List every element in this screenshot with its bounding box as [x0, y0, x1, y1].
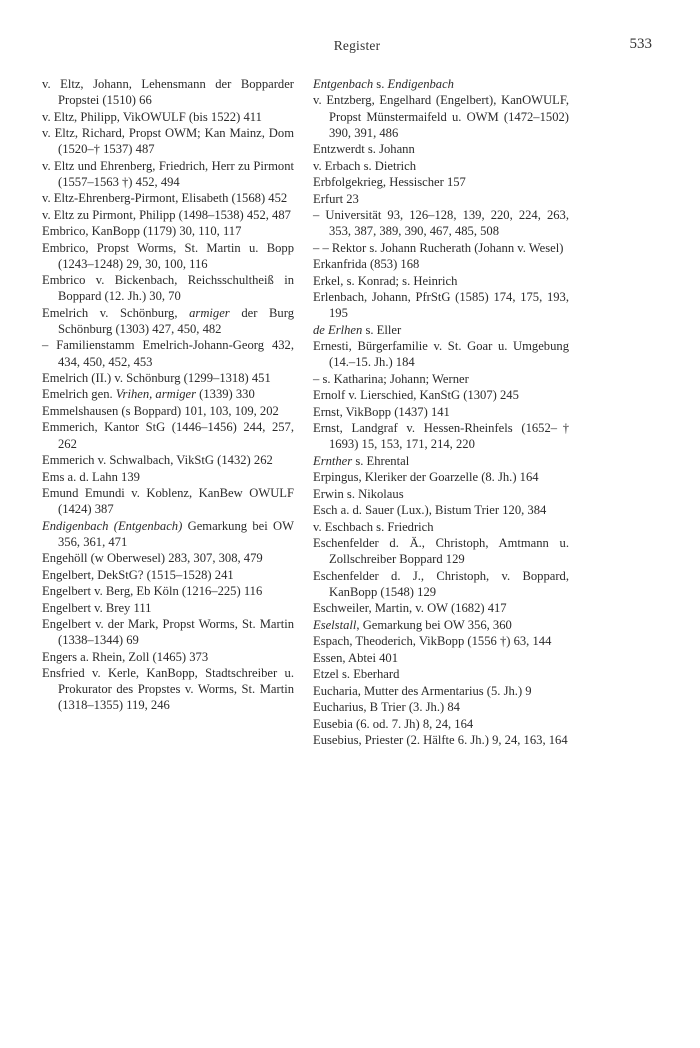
- index-entry: [313, 322, 569, 338]
- entry-text: – – Rektor s. Johann Rucherath (Johann v. Wesel): [313, 240, 564, 255]
- index-entry: [313, 600, 569, 616]
- index-entry: [42, 403, 294, 419]
- index-entry: [313, 683, 569, 699]
- entry-text: Erlenbach, Johann, PfrStG (1585) 174, 175, 193, 195: [313, 290, 569, 321]
- index-entry: [42, 616, 294, 648]
- index-entry: [313, 273, 569, 289]
- entry-text: s. Eller: [362, 322, 402, 337]
- entry-text: – Familienstamm Emelrich-Johann-Georg 432, 434, 450, 452, 453: [42, 338, 294, 369]
- index-entry: [313, 699, 569, 715]
- page-number: 533: [629, 36, 652, 52]
- index-entry: [313, 289, 569, 321]
- index-entry: [313, 650, 569, 666]
- entry-text: Eusebia (6. od. 7. Jh) 8, 24, 164: [313, 716, 474, 731]
- index-entry: [313, 568, 569, 600]
- index-entry: [313, 371, 569, 387]
- index-column-right: [313, 76, 569, 749]
- index-entry: [42, 76, 294, 108]
- entry-text: , Gemarkung bei OW 356, 360: [356, 617, 512, 632]
- index-entry: [42, 665, 294, 713]
- entry-text: Ernther: [313, 453, 353, 468]
- entry-text: Etzel s. Eberhard: [313, 667, 400, 682]
- index-entry: [42, 125, 294, 157]
- entry-text: v. Eltz und Ehrenberg, Friedrich, Herr zu Pirmont (1557–1563 †) 452, 494: [42, 158, 294, 189]
- entry-text: Ernst, Landgraf v. Hessen-Rheinfels (1652–† 1693) 15, 153, 171, 214, 220: [313, 421, 569, 452]
- entry-text: Engers a. Rhein, Zoll (1465) 373: [42, 649, 209, 664]
- entry-text: Erbfolgekrieg, Hessischer 157: [313, 175, 466, 190]
- index-entry: [313, 240, 569, 256]
- entry-text: Vrihen, armiger: [115, 387, 197, 402]
- index-entry: [313, 633, 569, 649]
- entry-text: Emund Emundi v. Koblenz, KanBew OWULF (1424) 387: [42, 485, 294, 517]
- entry-text: Ernolf v. Lierschied, KanStG (1307) 245: [313, 388, 519, 403]
- entry-text: Ensfried v. Kerle, KanBopp, Stadtschreiber u. Prokurator des Propstes v. Worms, St. Martin (1318–1355) 119, 246: [42, 666, 294, 713]
- index-entry: [313, 338, 569, 370]
- index-entry: [42, 272, 294, 304]
- entry-text: Erpingus, Kleriker der Goarzelle (8. Jh.) 164: [313, 470, 539, 485]
- entry-text: de Erlhen: [313, 322, 363, 337]
- entry-text: v. Eltz, Philipp, VikOWULF (bis 1522) 411: [42, 109, 262, 124]
- entry-text: v. Entzberg, Engelhard (Engelbert), KanOWULF, Propst Münstermaifeld u. OWM (1472–1502) 390, 391, 486: [313, 93, 569, 140]
- entry-text: (1339) 330: [196, 387, 255, 402]
- index-entry: [313, 420, 569, 452]
- entry-text: Eschenfelder d. J., Christoph, v. Boppard, KanBopp (1548) 129: [313, 568, 569, 599]
- entry-text: – s. Katharina; Johann; Werner: [313, 371, 469, 386]
- entry-text: Emmerich v. Schwalbach, VikStG (1432) 262: [42, 453, 273, 468]
- index-entry: [313, 453, 569, 469]
- index-entry: [313, 732, 569, 748]
- entry-text: Ems a. d. Lahn 139: [42, 469, 140, 484]
- index-entry: [42, 109, 294, 125]
- index-entry: [42, 240, 294, 272]
- entry-text: Engehöll (w Oberwesel) 283, 307, 308, 479: [42, 551, 263, 566]
- index-entry: [313, 502, 569, 518]
- index-entry: [42, 583, 294, 599]
- index-entry: [313, 716, 569, 732]
- entry-text: Entgenbach: [313, 77, 374, 91]
- entry-text: Embrico, KanBopp (1179) 30, 110, 117: [42, 224, 242, 239]
- index-entry: [313, 92, 569, 140]
- entry-text: Eusebius, Priester (2. Hälfte 6. Jh.) 9, 24, 163, 164: [313, 733, 568, 748]
- index-entry: [42, 567, 294, 583]
- entry-text: Emelrich gen.: [42, 387, 116, 402]
- index-entry: [313, 158, 569, 174]
- entry-text: Endigenbach (Entgenbach): [42, 518, 183, 533]
- entry-text: Engelbert, DekStG? (1515–1528) 241: [42, 567, 234, 582]
- index-entry: [313, 519, 569, 535]
- entry-text: Erfurt 23: [313, 191, 359, 206]
- entry-text: armiger: [189, 305, 230, 320]
- entry-text: v. Eltz-Ehrenberg-Pirmont, Elisabeth (1568) 452: [42, 191, 288, 206]
- entry-text: Essen, Abtei 401: [313, 650, 399, 665]
- index-entry: [313, 404, 569, 420]
- entry-text: s.: [373, 77, 388, 91]
- entry-text: Esch a. d. Sauer (Lux.), Bistum Trier 120, 384: [313, 503, 547, 518]
- index-entry: [42, 469, 294, 485]
- index-entry: [42, 600, 294, 616]
- index-column-left: [42, 76, 294, 714]
- index-entry: [313, 535, 569, 567]
- index-entry: [313, 469, 569, 485]
- index-entry: [42, 518, 294, 550]
- index-entry: [313, 141, 569, 157]
- entry-text: Eselstall: [313, 617, 357, 632]
- index-entry: [42, 223, 294, 239]
- index-entry: [42, 190, 294, 206]
- entry-text: Endigenbach: [387, 77, 454, 91]
- page-header: [42, 38, 672, 58]
- index-entry: [313, 191, 569, 207]
- entry-text: Eucharia, Mutter des Armentarius (5. Jh.) 9: [313, 683, 532, 698]
- entry-text: Embrico v. Bickenbach, Reichsschultheiß in Boppard (12. Jh.) 30, 70: [42, 273, 294, 304]
- index-entry: [42, 207, 294, 223]
- entry-text: Eschweiler, Martin, v. OW (1682) 417: [313, 601, 507, 616]
- entry-text: Entzwerdt s. Johann: [313, 142, 415, 157]
- entry-text: Erkel, s. Konrad; s. Heinrich: [313, 273, 458, 288]
- entry-text: Emelrich v. Schönburg,: [42, 305, 190, 320]
- index-entry: [313, 207, 569, 239]
- index-entry: [42, 158, 294, 190]
- entry-text: Engelbert v. der Mark, Propst Worms, St. Martin (1338–1344) 69: [42, 617, 294, 648]
- entry-text: Eucharius, B Trier (3. Jh.) 84: [313, 700, 460, 715]
- index-entry: [42, 337, 294, 369]
- index-entry: [313, 617, 569, 633]
- index-entry: [42, 386, 294, 402]
- entry-text: v. Erbach s. Dietrich: [313, 158, 417, 173]
- index-entry: [313, 666, 569, 682]
- index-entry: [42, 550, 294, 566]
- index-entry: [313, 387, 569, 403]
- entry-text: Espach, Theoderich, VikBopp (1556 †) 63, 144: [313, 634, 552, 649]
- entry-text: Engelbert v. Brey 111: [42, 600, 152, 615]
- entry-text: Gemarkung bei OW 356, 361, 471: [58, 518, 295, 549]
- entry-text: Erkanfrida (853) 168: [313, 257, 420, 272]
- running-title: Register: [333, 38, 381, 53]
- entry-text: v. Eltz zu Pirmont, Philipp (1498–1538) 452, 487: [42, 207, 291, 222]
- entry-text: Ernesti, Bürgerfamilie v. St. Goar u. Umgebung (14.–15. Jh.) 184: [313, 339, 569, 370]
- entry-text: Eschenfelder d. Ä., Christoph, Amtmann u. Zollschreiber Boppard 129: [313, 536, 569, 567]
- index-entry: [313, 486, 569, 502]
- index-entry: [42, 419, 294, 451]
- entry-text: Emmelshausen (s Boppard) 101, 103, 109, 202: [42, 403, 279, 418]
- entry-text: s. Ehrental: [352, 453, 410, 468]
- entry-text: v. Eltz, Richard, Propst OWM; Kan Mainz, Dom (1520–† 1537) 487: [42, 126, 294, 157]
- index-entry: [42, 649, 294, 665]
- index-entry: [42, 305, 294, 337]
- index-entry: [313, 76, 569, 92]
- entry-text: Erwin s. Nikolaus: [313, 486, 404, 501]
- entry-text: der Burg Schönburg (1303) 427, 450, 482: [58, 305, 294, 336]
- entry-text: v. Eschbach s. Friedrich: [313, 519, 434, 534]
- entry-text: – Universität 93, 126–128, 139, 220, 224, 263, 353, 387, 389, 390, 467, 485, 508: [313, 208, 569, 239]
- index-entry: [42, 485, 294, 517]
- entry-text: v. Eltz, Johann, Lehensmann der Bopparder Propstei (1510) 66: [42, 77, 294, 108]
- index-entry: [42, 452, 294, 468]
- index-entry: [313, 256, 569, 272]
- entry-text: Ernst, VikBopp (1437) 141: [313, 404, 450, 419]
- entry-text: Engelbert v. Berg, Eb Köln (1216–225) 116: [42, 584, 263, 599]
- index-entry: [313, 174, 569, 190]
- entry-text: Emmerich, Kantor StG (1446–1456) 244, 257, 262: [42, 420, 294, 451]
- index-entry: [42, 370, 294, 386]
- entry-text: Emelrich (II.) v. Schönburg (1299–1318) 451: [42, 370, 271, 385]
- entry-text: Embrico, Propst Worms, St. Martin u. Bopp (1243–1248) 29, 30, 100, 116: [42, 240, 294, 271]
